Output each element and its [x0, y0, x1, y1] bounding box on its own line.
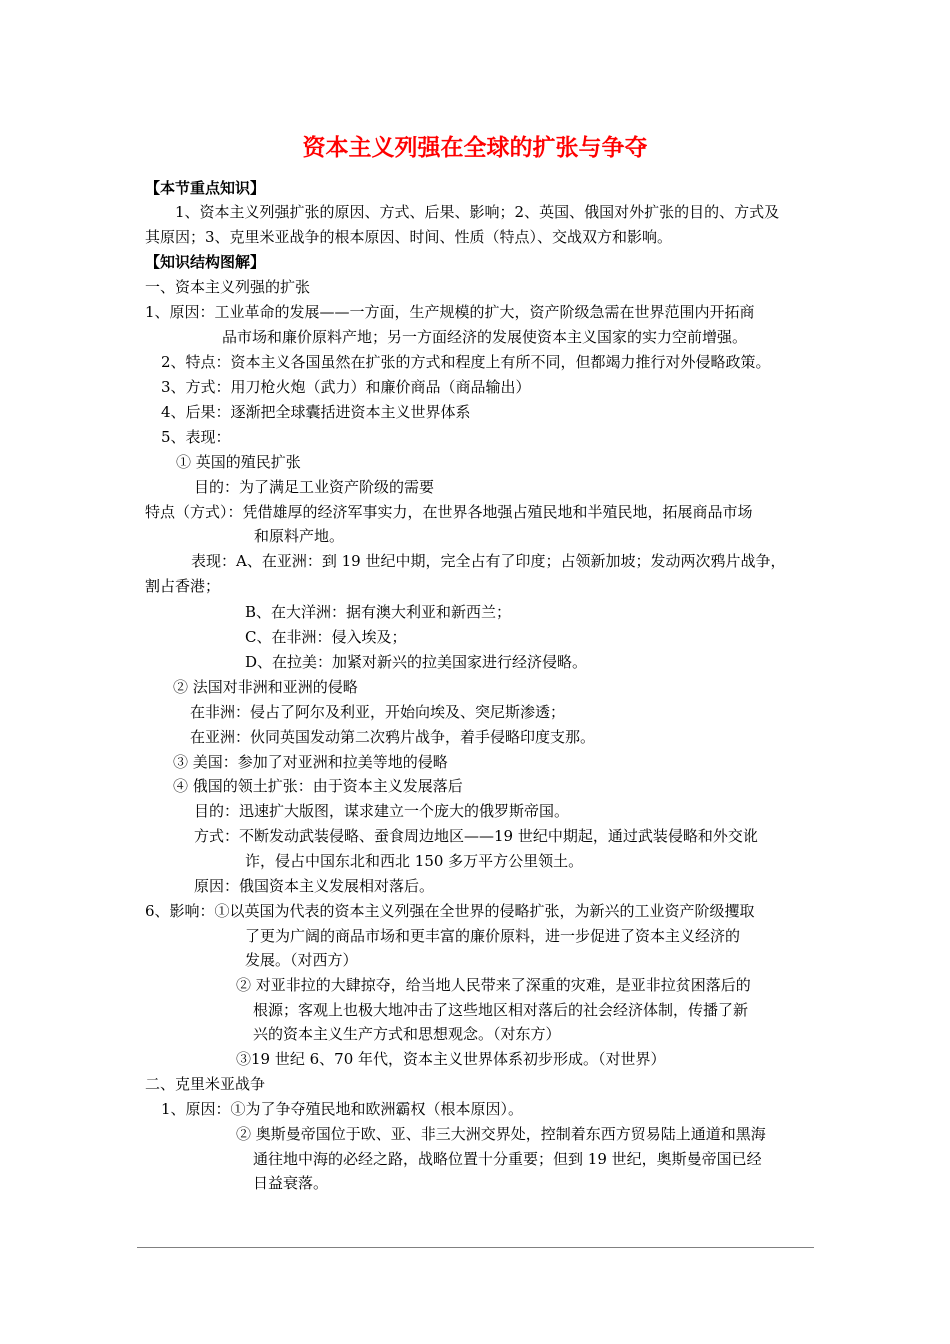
list-item: 1、原因：①为了争夺殖民地和欧洲霸权（根本原因）。 — [161, 1100, 524, 1118]
paragraph-line: 其原因；3、克里米亚战争的根本原因、时间、性质（特点）、交战双方和影响。 — [145, 228, 673, 246]
list-item: 目的：为了满足工业资产阶级的需要 — [194, 478, 435, 496]
list-item: 在亚洲：伙同英国发动第二次鸦片战争，着手侵略印度支那。 — [190, 728, 596, 746]
sub-heading: ④ 俄国的领土扩张：由于资本主义发展落后 — [173, 777, 463, 795]
list-item: ② 奥斯曼帝国位于欧、亚、非三大洲交界处，控制着东西方贸易陆上通道和黑海 — [236, 1125, 766, 1143]
list-item: ③19 世纪 6、70 年代，资本主义世界体系初步形成。（对世界） — [236, 1050, 666, 1068]
list-item: 1、原因：工业革命的发展——一方面，生产规模的扩大，资产阶级急需在世界范围内开拓商 — [145, 303, 755, 321]
page-title: 资本主义列强在全球的扩张与争夺 — [302, 135, 648, 161]
list-item: 和原料产地。 — [254, 527, 345, 545]
list-item: 目的：迅速扩大版图，谋求建立一个庞大的俄罗斯帝国。 — [194, 802, 570, 820]
list-item: 特点（方式）：凭借雄厚的经济军事实力，在世界各地强占殖民地和半殖民地，拓展商品市场 — [145, 503, 753, 521]
list-item: B、在大洋洲：据有澳大利亚和新西兰； — [245, 603, 512, 621]
list-item: 表现：A、在亚洲：到 19 世纪中期，完全占有了印度；占领新加坡；发动两次鸦片战争， — [191, 552, 786, 570]
list-item: 根源；客观上也极大地冲击了这些地区相对落后的社会经济体制，传播了新 — [253, 1001, 749, 1019]
sub-heading: ② 法国对非洲和亚洲的侵略 — [173, 678, 358, 696]
section-heading-key-knowledge: 【本节重点知识】 — [145, 179, 266, 197]
paragraph-line: 1、资本主义列强扩张的原因、方式、后果、影响；2、英国、俄国对外扩张的目的、方式及 — [175, 203, 780, 221]
list-item: 2、特点：资本主义各国虽然在扩张的方式和程度上有所不同，但都竭力推行对外侵略政策。 — [161, 353, 771, 371]
list-item: C、在非洲：侵入埃及； — [245, 628, 407, 646]
list-item: 原因：俄国资本主义发展相对落后。 — [194, 877, 435, 895]
list-item: 日益衰落。 — [253, 1174, 329, 1192]
part2-heading: 二、克里米亚战争 — [145, 1075, 266, 1093]
sub-heading: ③ 美国：参加了对亚洲和拉美等地的侵略 — [173, 753, 448, 771]
list-item: 通往地中海的必经之路，战略位置十分重要；但到 19 世纪，奥斯曼帝国已经 — [253, 1150, 762, 1168]
list-item: 了更为广阔的商品市场和更丰富的廉价原料，进一步促进了资本主义经济的 — [245, 927, 741, 945]
list-item: D、在拉美：加紧对新兴的拉美国家进行经济侵略。 — [245, 653, 588, 671]
list-item: 在非洲：侵占了阿尔及利亚，开始向埃及、突尼斯渗透； — [190, 703, 566, 721]
list-item: 方式：不断发动武装侵略、蚕食周边地区——19 世纪中期起，通过武装侵略和外交讹 — [194, 827, 758, 845]
list-item: 5、表现： — [161, 428, 231, 446]
sub-heading: ① 英国的殖民扩张 — [176, 453, 301, 471]
list-item: ② 对亚非拉的大肆掠夺，给当地人民带来了深重的灾难，是亚非拉贫困落后的 — [236, 976, 751, 994]
part1-heading: 一、资本主义列强的扩张 — [145, 278, 311, 296]
list-item: 6、影响：①以英国为代表的资本主义列强在全世界的侵略扩张，为新兴的工业资产阶级攫取 — [145, 902, 755, 920]
list-item: 兴的资本主义生产方式和思想观念。（对东方） — [253, 1025, 561, 1043]
section-heading-structure: 【知识结构图解】 — [145, 253, 266, 271]
footer-divider — [137, 1247, 814, 1248]
list-item: 3、方式：用刀枪火炮（武力）和廉价商品（商品输出） — [161, 378, 531, 396]
list-item: 品市场和廉价原料产地；另一方面经济的发展使资本主义国家的实力空前增强。 — [222, 328, 748, 346]
list-item: 发展。（对西方） — [245, 951, 358, 969]
list-item: 割占香港； — [145, 577, 221, 595]
list-item: 诈，侵占中国东北和西北 150 多万平方公里领土。 — [245, 852, 584, 870]
list-item: 4、后果：逐渐把全球囊括进资本主义世界体系 — [161, 403, 471, 421]
